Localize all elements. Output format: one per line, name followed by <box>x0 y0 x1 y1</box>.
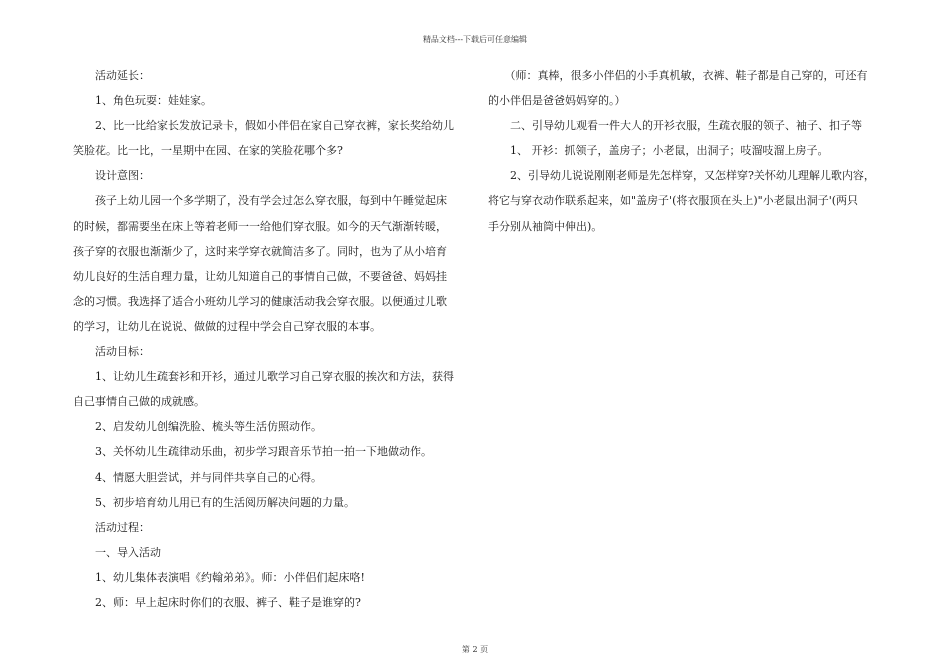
text-line: 一、导入活动 <box>73 545 161 559</box>
right-column <box>488 63 880 239</box>
text-line: 5、初步培育幼儿用已有的生活阅历解决问题的力量。 <box>73 495 355 509</box>
text-line: 幼儿良好的生活自理力量，让幼儿知道自己的事情自己做，不要爸爸、妈妈挂 <box>73 269 447 283</box>
text-line: 1、让幼儿生疏套衫和开衫，通过儿歌学习自己穿衣服的挨次和方法，获得 <box>73 370 454 384</box>
text-line: 1、幼儿集体表演唱《约翰弟弟》。师：小伴侣们起床咯! <box>73 570 365 584</box>
left-column <box>73 63 463 615</box>
text-line: 手分别从袖筒中伸出)。 <box>488 219 603 233</box>
text-line: 将它与穿衣动作联系起来，如"盖房子'(将衣服顶在头上)"小老鼠出洞子'(两只 <box>488 194 859 208</box>
text-line: 2、启发幼儿创编洗脸、梳头等生活仿照动作。 <box>73 420 322 434</box>
text-line: 3、关怀幼儿生疏律动乐曲，初步学习跟音乐节拍一拍一下地做动作。 <box>73 445 432 459</box>
text-line: 1、 开衫：抓领子，盖房子；小老鼠，出洞子；吱溜吱溜上房子。 <box>488 144 829 158</box>
text-line: 设计意图： <box>73 169 150 183</box>
text-line: 念的习惯。我选择了适合小班幼儿学习的健康活动我会穿衣服。以便通过儿歌 <box>73 294 447 308</box>
text-line: 二、引导幼儿观看一件大人的开衫衣服，生疏衣服的领子、袖子、扣子等 <box>488 119 862 133</box>
text-line: 2、引导幼儿说说刚刚老师是先怎样穿，又怎样穿?关怀幼儿理解儿歌内容， <box>488 169 875 183</box>
text-line: 孩子上幼儿园一个多学期了，没有学会过怎么穿衣服，每到中午睡觉起床 <box>73 194 447 208</box>
text-line: 4、情愿大胆尝试，并与同伴共享自己的心得。 <box>73 470 322 484</box>
text-line: （师：真棒，很多小伴侣的小手真机敏，衣裤、鞋子都是自己穿的，可还有 <box>488 69 868 82</box>
page-header: 精品文档---下载后可任意编辑 <box>422 35 528 44</box>
text-line: 活动目标： <box>73 345 150 359</box>
page-number: 第 2 页 <box>461 645 489 654</box>
text-line: 的时候，都需要坐在床上等着老师一一给他们穿衣服。如今的天气渐渐转暖， <box>73 219 447 233</box>
text-line: 的小伴侣是爸爸妈妈穿的。） <box>488 94 626 108</box>
text-line: 活动过程： <box>73 520 150 534</box>
text-line: 的学习，让幼儿在说说、做做的过程中学会自己穿衣服的本事。 <box>73 319 381 333</box>
text-line: 自己事情自己做的成就感。 <box>73 395 205 409</box>
text-line: 笑脸花。比一比，一星期中在园、在家的笑脸花哪个多? <box>73 144 343 158</box>
text-line: 孩子穿的衣服也渐渐少了，这时来学穿衣就简洁多了。同时，也为了从小培育 <box>73 244 447 258</box>
text-line: 活动延长： <box>73 69 150 82</box>
text-line: 1、角色玩耍：娃娃家。 <box>73 94 212 108</box>
text-line: 2、比一比给家长发放记录卡，假如小伴侣在家自己穿衣裤，家长奖给幼儿 <box>73 119 454 133</box>
text-line: 2、师：早上起床时你们的衣服、裤子、鞋子是谁穿的? <box>73 595 361 609</box>
